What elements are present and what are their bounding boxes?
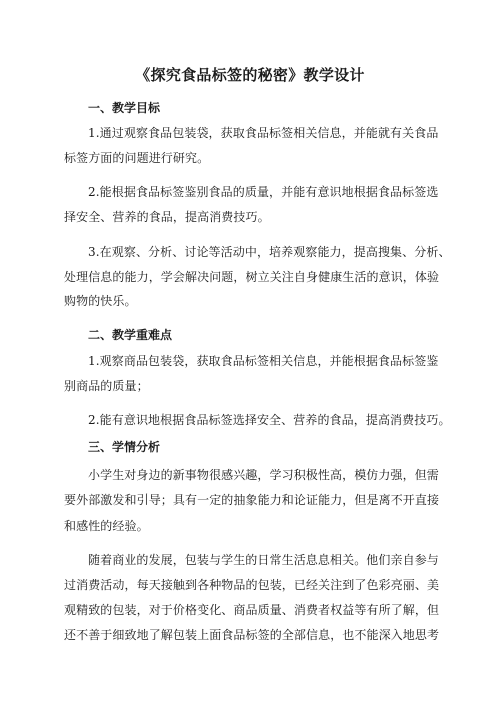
analysis-2-line-4: 还不善于细致地了解包装上面食品标签的全部信息，也不能深入地思考 bbox=[64, 628, 440, 642]
analysis-2-line-3: 观精致的包装，对于价格变化、商品质量、消费者权益等有所了解，但 bbox=[64, 603, 440, 617]
goal-1-line-2: 标签方面的问题进行研究。 bbox=[64, 151, 210, 165]
analysis-2-line-1: 随着商业的发展，包装与学生的日常生活息息相关。他们亲自参与 bbox=[88, 553, 439, 567]
goal-3-line-1: 3.在观察、分析、讨论等活动中，培养观察能力，提高搜集、分析、 bbox=[88, 245, 451, 259]
goal-3-line-3: 购物的快乐。 bbox=[64, 294, 137, 308]
section-heading-teaching-goals: 一、教学目标 bbox=[88, 101, 161, 115]
document-title: 《探究食品标签的秘密》教学设计 bbox=[135, 66, 365, 84]
goal-3-line-2: 处理信息的能力，学会解决问题，树立关注自身健康生活的意识，体验 bbox=[64, 270, 440, 284]
goal-2-line-2: 择安全、营养的食品，提高消费技巧。 bbox=[64, 210, 270, 224]
key-point-2-line-1: 2.能有意识地根据食品标签选择安全、营养的食品，提高消费技巧。 bbox=[88, 413, 451, 427]
analysis-2-line-2: 过消费活动，每天接触到各种物品的包装，已经关注到了色彩亮丽、美 bbox=[64, 578, 440, 592]
goal-1-line-1: 1.通过观察食品包装袋，获取食品标签相关信息，并能就有关食品 bbox=[88, 126, 439, 140]
analysis-1-line-3: 和感性的经验。 bbox=[64, 519, 149, 533]
section-heading-student-analysis: 三、学情分析 bbox=[88, 440, 161, 454]
key-point-1-line-2: 别商品的质量； bbox=[64, 379, 149, 393]
analysis-1-line-2: 要外部激发和引导；具有一定的抽象能力和论证能力，但是离不开直接 bbox=[64, 493, 440, 507]
key-point-1-line-1: 1.观察商品包装袋，获取食品标签相关信息，并能根据食品标签鉴 bbox=[88, 354, 439, 368]
goal-2-line-1: 2.能根据食品标签鉴别食品的质量，并能有意识地根据食品标签选 bbox=[88, 185, 439, 199]
section-heading-key-points: 二、教学重难点 bbox=[88, 328, 173, 342]
analysis-1-line-1: 小学生对身边的新事物很感兴趣，学习积极性高，模仿力强，但需 bbox=[88, 468, 439, 482]
